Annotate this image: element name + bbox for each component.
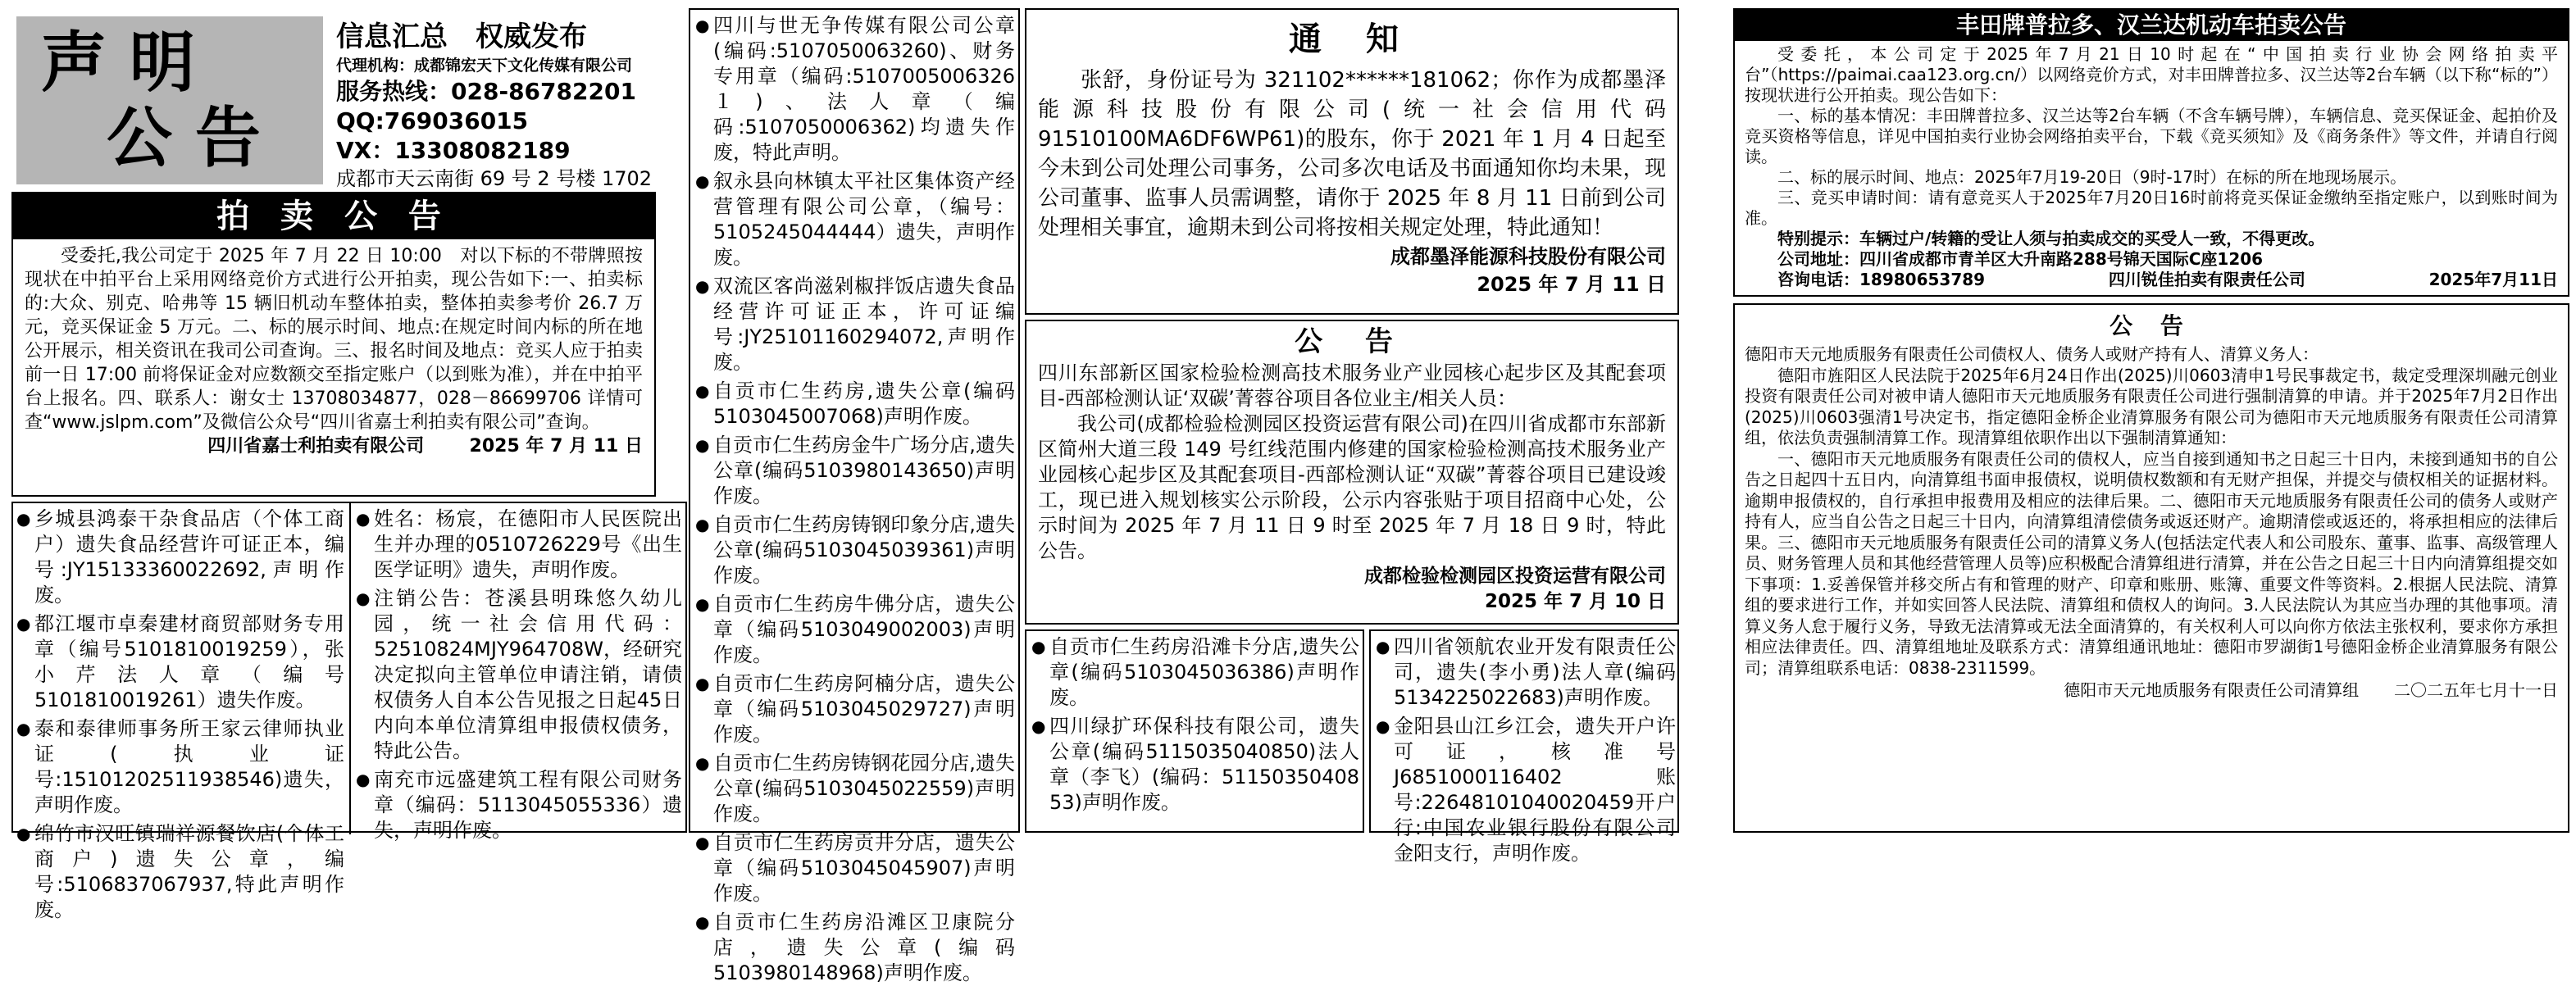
- list-item: ● 泰和泰律师事务所王家云律师执业证(执业证号:15101202511938546)遗失，声明作废。: [16, 716, 344, 818]
- col5-box: [1369, 629, 1679, 865]
- notice3-date: 二〇二五年七月十一日: [2394, 680, 2558, 700]
- auction2-body: 受委托，本公司定于2025年7月21日10时起在“中国拍卖行业协会网络拍卖平台”（https://paimai.caa123.org.cn/）以网络竞价方式，对丰田牌普拉多、汉兰达等2台车辆（以下称“标的”）按现状进行公开拍卖。现公告如下：: [1745, 44, 2558, 105]
- col2: [356, 507, 682, 842]
- col4: [1031, 634, 1359, 831]
- hotline: 服务热线：028-86782201: [336, 78, 636, 105]
- notice3-signature: [1745, 680, 2558, 702]
- notice3-salutation: 德阳市天元地质服务有限责任公司债权人、债务人或财产持有人、清算义务人：: [1745, 344, 2319, 364]
- notice2-title: 公 告: [1295, 325, 1409, 358]
- auction2-date: 2025年7月11日: [2428, 270, 2558, 289]
- list-item: ● 自贡市仁生药房牛佛分店，遗失公章（编码5103049002003)声明作废。: [695, 592, 1015, 668]
- auction2-special: 特别提示：车辆过户/转籍的受让人须与拍卖成交的买受人一致，不得更改。: [1777, 229, 2325, 248]
- notice1-title: 通 知: [1289, 20, 1415, 58]
- logo-line2: 公 告: [107, 99, 261, 176]
- notice2-body: 我公司(成都检验检测园区投资运营有限公司)在四川省成都市东部新区简州大道三段 149 号红线范围内修建的国家检验检测高技术服务业产业园核心起步区及其配套项目-西部检测认证“双碳”菁蓉谷项目已建设竣工，现已进入规划核实公示阶段，公示内容张贴于项目招商中心处，公示时间为 2025 年 7 月 11 日 9 时至 2025 年 7 月 18 日 9 时，特此公告。: [1038, 412, 1666, 562]
- auction-signature: [25, 434, 643, 459]
- qq: QQ:769036015: [336, 107, 529, 134]
- auction-signer: 四川省嘉士利拍卖有限公司: [207, 436, 425, 457]
- list-item: ● 自贡市仁生药房金牛广场分店,遗失公章(编码5103980143650)声明作废。: [695, 433, 1015, 509]
- col1: [16, 507, 344, 921]
- list-item: ● 自贡市仁生药房沿滩卡分店,遗失公章(编码5103045036386)声明作废。: [1031, 634, 1359, 711]
- auction2-title: 丰田牌普拉多、汉兰达机动车拍卖公告: [1735, 10, 2568, 41]
- list-item: ● 四川省领航农业开发有限责任公司，遗失(李小勇)法人章(编码5134225022683)声明作废。: [1376, 634, 1676, 711]
- notice2-date: 2025 年 7 月 10 日: [1484, 591, 1666, 612]
- list-item: ● 自贡市仁生药房贡井分店，遗失公章（编码5103045045907)声明作废。: [695, 830, 1015, 906]
- col3-box: [689, 8, 1020, 984]
- list-item: ● 南充市远盛建筑工程有限公司财务章（编码：5113045055336）遗失，声明作废。: [356, 767, 682, 843]
- list-item: ● 叙永县向林镇太平社区集体资产经营管理有限公司公章，（编号：5105245044444）遗失，声明作废。: [695, 169, 1015, 270]
- notice-1: [1025, 8, 1679, 315]
- col3: [695, 13, 1015, 984]
- notice-3: [1733, 303, 2569, 833]
- auction2-p1: 一、标的基本情况：丰田牌普拉多、汉兰达等2台车辆（不含车辆号牌），车辆信息、竞买保证金、起拍价及竞买资格等信息，详见中国拍卖行业协会网络拍卖平台，下载《竞买须知》及《商务条件》等文件，并请自行阅读。: [1745, 106, 2558, 166]
- logo: [16, 16, 323, 184]
- notice3-body: 德阳市旌阳区人民法院于2025年6月24日作出(2025)川0603清申1号民事裁定书，裁定受理深圳融元创业投资有限责任公司对被申请人德阳市天元地质服务有限责任公司进行强制清算的申请。并于2025年7月2日作出(2025)川0603强清1号决定书，指定德阳金桥企业清算服务有限公司为德阳市天元地质服务有限责任公司清算组，依法负责强制清算工作。现清算组依职作出以下强制清算通知：: [1745, 365, 2558, 448]
- notice3-title: 公 告: [2109, 312, 2193, 339]
- auction2-signer: 四川锐佳拍卖有限责任公司: [2108, 270, 2305, 289]
- auction-date: 2025 年 7 月 11 日: [469, 436, 643, 457]
- col5: [1376, 634, 1676, 865]
- agency: 代理机构：成都锦宏天下文化传媒有限公司: [336, 57, 633, 75]
- notice1-signer: 成都墨泽能源科技股份有限公司: [1390, 245, 1666, 268]
- auction2-footer: [1745, 270, 2558, 290]
- list-item: ● 双流区客尚滋剁椒拌饭店遗失食品经营许可证正本，许可证编号:JY25101160294072,声明作废。: [695, 274, 1015, 375]
- auction-notice-2: [1733, 8, 2569, 297]
- list-item: ● 金阳县山江乡江会，遗失开户许可证，核准号J6851000116402账号:22648101040020459开户行:中国农业银行股份有限公司金阳支行，声明作废。: [1376, 714, 1676, 866]
- auction2-p2: 二、标的展示时间、地点：2025年7月19-20日（9时-17时）在标的所在地现场展示。: [1777, 167, 2407, 187]
- list-item: ● 自贡市仁生药房,遗失公章(编码5103045007068)声明作废。: [695, 379, 1015, 429]
- list-item: ● 绵竹市汉旺镇瑞祥源餐饮店(个体工商户)遗失公章，编号:5106837067937,特此声明作废。: [16, 821, 344, 923]
- auction-title: 拍 卖 公 告: [13, 193, 654, 239]
- address: 成都市天云南街 69 号 2 号楼 1702: [336, 167, 653, 190]
- list-item: ● 自贡市仁生药房铸钢印象分店,遗失公章(编码5103045039361)声明作废。: [695, 512, 1015, 588]
- list-item: ● 乡城县鸿泰干杂食品店（个体工商户）遗失食品经营许可证正本，编号:JY15133360022692,声明作废。: [16, 507, 344, 608]
- col4-box: [1025, 629, 1364, 833]
- auction-body: 受委托,我公司定于 2025 年 7 月 22 日 10:00 对以下标的不带牌照按现状在中拍平台上采用网络竞价方式进行公开拍卖，现公告如下:一、拍卖标的:大众、别克、哈弗等 15 辆旧机动车整体拍卖，整体拍卖参考价 26.7 万元，竞买保证金 5 万元。二、标的展示时间、地点:在规定时间内标的所在地公开展示，相关资讯在我司公司查询。三、报名时间及地点：竞买人应于拍卖前一日 17:00 前将保证金对应数额交至指定账户（以到账为准），并在中拍平台上报名。四、联系人：谢女士 13708034877，028－86699706 详情可查“www.jslpm.com”及微信公众号“四川省嘉士利拍卖有限公司”查询。: [25, 246, 643, 433]
- notice2-signer: 成都检验检测园区投资运营有限公司: [1364, 566, 1666, 587]
- notice-2: [1025, 320, 1679, 625]
- auction2-phone: 咨询电话：18980653789: [1777, 270, 1986, 289]
- list-item: ● 四川绿扩环保科技有限公司，遗失公章(编码5115035040850)法人章（李飞）(编码：51150350408 53)声明作废。: [1031, 714, 1359, 816]
- list-item: ● 都江堰市卓秦建材商贸部财务专用章（编号5101810019259），张小芹法人章（编号5101810019261）遗失作废。: [16, 611, 344, 713]
- auction2-p3: 三、竞买申请时间：请有意竞买人于2025年7月20日16时前将竞买保证金缴纳至指定账户，以到账时间为准。: [1745, 188, 2558, 228]
- list-item: ● 自贡市仁生药房铸钢花园分店,遗失公章(编码5103045022559)声明作废。: [695, 751, 1015, 827]
- auction-notice-1: [11, 192, 656, 497]
- list-item: ● 注销公告：苍溪县明珠悠久幼儿园，统一社会信用代码：52510824MJY964708W，经研究决定拟向主管单位申请注销，请债权债务人自本公告见报之日起45日内向本单位清算组申报债权债务，特此公告。: [356, 586, 682, 764]
- auction2-address: 公司地址：四川省成都市青羊区大升南路288号锦天国际C座1206: [1777, 249, 2264, 269]
- notice3-p1: 一、德阳市天元地质服务有限责任公司的债权人，应当自接到通知书之日起三十日内，未接到通知书的自公告之日起四十五日内，向清算组书面申报债权，说明债权数额和有无财产担保，并提交与债权相关的证据材料。逾期申报债权的，自行承担申报费用及相应的法律后果。二、德阳市天元地质服务有限责任公司的债务人或财产持有人，应当自公告之日起三十日内，向清算组清偿债务或返还财产。逾期清偿或返还的，将承担相应的法律后果。三、德阳市天元地质服务有限责任公司的清算义务人(包括法定代表人和公司股东、董事、监事、高级管理人员、财务管理人员和其他经营管理人员等)应积极配合清算组进行清算，并在公告之日起三十日内向清算组提交如下事项：1.妥善保管并移交所占有和管理的财产、印章和账册、账簿、重要文件等资料。2.根据人民法院、清算组的要求进行工作，并如实回答人民法院、清算组和债权人的询问。3.人民法院认为其应当办理的其他事项。清算义务人怠于履行义务，导致无法清算或无法全面清算的，有关权利人可以向你方依法主张权利，要求你方承担相应法律责任。四、清算组地址及联系方式：清算组通讯地址：德阳市罗湖街1号德阳金桥企业清算服务有限公司；清算组联系电话：0838-2311599。: [1745, 448, 2558, 678]
- vx: VX：13308082189: [336, 137, 571, 164]
- list-item: ● 姓名：杨宸，在德阳市人民医院出生并办理的0510726229号《出生医学证明》遗失，声明作废。: [356, 507, 682, 583]
- left-lower-box: [11, 502, 687, 921]
- slogan: 信息汇总 权威发布: [336, 20, 587, 53]
- list-item: ● 自贡市仁生药房阿楠分店，遗失公章（编码5103045029727)声明作废。: [695, 671, 1015, 747]
- logo-line1: 声 明: [41, 24, 195, 101]
- list-item: ● 四川与世无争传媒有限公司公章(编码:5107050063260)、财务专用章（编码:5107005006326１)、法人章（编码:5107050006362)均遗失作废，特此声明。: [695, 13, 1015, 166]
- notice1-body: 张舒，身份证号为 321102******181062；你作为成都墨泽能源科技股份有限公司(统一社会信用代码 91510100MA6DF6WP61)的股东，你于 2021 年 1 月 4 日起至今未到公司处理公司事务，公司多次电话及书面通知你均未果，现公司董事、监事人员需调整，请你于 2025 年 8 月 11 日前到公司处理相关事宜，逾期未到公司将按相关规定处理，特此通知！: [1038, 68, 1666, 240]
- notice1-date: 2025 年 7 月 11 日: [1477, 273, 1666, 296]
- list-item: ● 自贡市仁生药房沿滩区卫康院分店，遗失公章(编码5103980148968)声明作废。: [695, 910, 1015, 986]
- header-ad-box: [8, 8, 658, 190]
- notice2-intro: 四川东部新区国家检验检测高技术服务业产业园核心起步区及其配套项目-西部检测认证‘双碳’菁蓉谷项目各位业主/相关人员：: [1038, 361, 1666, 410]
- notice3-signer: 德阳市天元地质服务有限责任公司清算组: [2064, 680, 2360, 700]
